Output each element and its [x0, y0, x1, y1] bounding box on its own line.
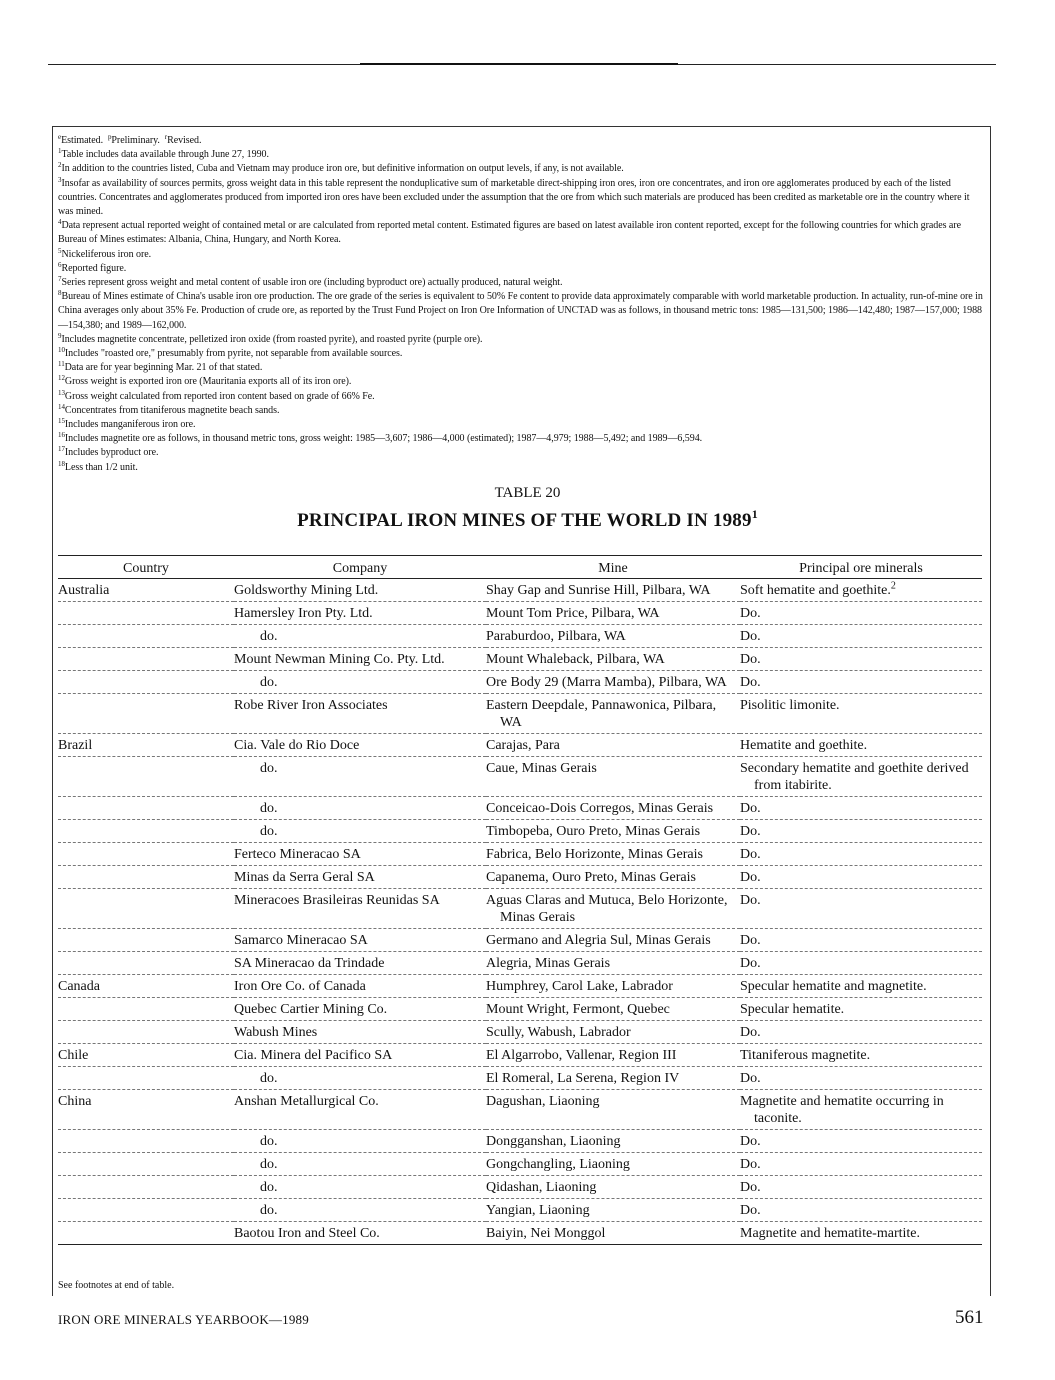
mine-cell: [486, 602, 740, 625]
minerals-cell: [740, 694, 982, 734]
minerals-cell-text: Do.: [740, 847, 761, 862]
running-head: IRON ORE MINERALS YEARBOOK—1989: [58, 1312, 309, 1327]
footnote-text: In addition to the countries listed, Cuba and Vietnam may produce iron ore, but definitive information on output levels, if any, is not available.: [61, 163, 624, 175]
table-frame-top: [52, 126, 990, 127]
footnote-text: Concentrates from titaniferous magnetite beach sands.: [64, 404, 280, 416]
minerals-cell-text: Soft hematite and goethite.: [740, 583, 891, 598]
minerals-footnote-mark: 2: [890, 580, 896, 592]
company-cell: [234, 602, 486, 625]
header-mine: Mine: [486, 556, 740, 579]
company-cell-text: do.: [260, 761, 278, 776]
minerals-cell-text: Do.: [740, 1180, 761, 1195]
company-cell-text: do.: [260, 1071, 278, 1086]
minerals-cell-text: Do.: [740, 1025, 761, 1040]
mine-cell: [486, 694, 740, 734]
minerals-cell: [740, 843, 982, 866]
table-row: [58, 1067, 982, 1090]
country-cell: [58, 952, 234, 975]
footnote-mark: 16: [58, 431, 65, 440]
country-cell: [58, 929, 234, 952]
table-row: [58, 1176, 982, 1199]
company-cell-text: Robe River Iron Associates: [234, 698, 388, 713]
minerals-cell-text: Magnetite and hematite-martite.: [740, 1226, 920, 1241]
mine-cell: [486, 1199, 740, 1222]
table-row: [58, 1021, 982, 1044]
header-minerals: Principal ore minerals: [740, 556, 982, 579]
company-cell-text: Wabush Mines: [234, 1025, 318, 1040]
mine-cell: [486, 1176, 740, 1199]
footnote-item: [58, 347, 984, 361]
minerals-cell-text: Do.: [740, 652, 761, 667]
mine-cell-text: Mount Whaleback, Pilbara, WA: [486, 652, 665, 667]
company-cell: [234, 671, 486, 694]
table-row: [58, 929, 982, 952]
company-cell: [234, 1067, 486, 1090]
mine-cell: [486, 579, 740, 602]
footnote-item: [58, 461, 984, 475]
country-cell: [58, 648, 234, 671]
mine-cell: [486, 998, 740, 1021]
mine-cell-text: Baiyin, Nei Monggol: [486, 1226, 606, 1241]
company-cell-text: Anshan Metallurgical Co.: [234, 1094, 379, 1109]
footnote-text: Nickeliferous iron ore.: [61, 248, 152, 260]
mine-cell: [486, 648, 740, 671]
footnote-text: Less than 1/2 unit.: [64, 461, 138, 473]
mine-cell-text: Capanema, Ouro Preto, Minas Gerais: [486, 870, 696, 885]
footnote-mark: 13: [58, 388, 65, 397]
company-cell-text: Quebec Cartier Mining Co.: [234, 1002, 388, 1017]
footnote-mark: 15: [58, 417, 65, 426]
country-cell-text: Australia: [58, 583, 110, 598]
company-cell: [234, 975, 486, 998]
footnote-item: [58, 333, 984, 347]
minerals-cell: [740, 952, 982, 975]
footnote-item: [58, 375, 984, 389]
mine-cell: [486, 1044, 740, 1067]
minerals-cell: [740, 1176, 982, 1199]
mine-cell: [486, 1222, 740, 1245]
mine-cell-text: Scully, Wabush, Labrador: [486, 1025, 631, 1040]
footnote-text: Data are for year beginning Mar. 21 of that stated.: [64, 362, 263, 374]
company-cell: [234, 797, 486, 820]
footnote-item: [58, 361, 984, 375]
minerals-cell: [740, 1044, 982, 1067]
minerals-cell-text: Do.: [740, 675, 761, 690]
footnote-item: [58, 219, 984, 247]
minerals-cell: [740, 579, 982, 602]
mine-cell-text: Alegria, Minas Gerais: [486, 956, 611, 971]
mine-cell: [486, 866, 740, 889]
footnote-mark: 1: [58, 147, 62, 156]
company-cell: [234, 734, 486, 757]
mine-cell-text: Ore Body 29 (Marra Mamba), Pilbara, WA: [486, 675, 727, 690]
mine-cell: [486, 952, 740, 975]
footnotes-block: [58, 134, 984, 475]
minerals-cell-text: Specular hematite and magnetite.: [740, 979, 927, 994]
mine-cell-text: Carajas, Para: [486, 738, 560, 753]
mine-cell: [486, 1021, 740, 1044]
mine-cell: [486, 889, 740, 929]
country-cell: [58, 843, 234, 866]
mine-cell-text: El Romeral, La Serena, Region IV: [486, 1071, 680, 1086]
mine-cell-text: Aguas Claras and Mutuca, Belo Horizonte, Minas Gerais: [486, 893, 728, 925]
minerals-cell: [740, 757, 982, 797]
minerals-cell: [740, 671, 982, 694]
mine-cell-text: Mount Tom Price, Pilbara, WA: [486, 606, 660, 621]
company-cell: [234, 889, 486, 929]
country-cell: [58, 866, 234, 889]
minerals-cell-text: Do.: [740, 933, 761, 948]
table-row: [58, 866, 982, 889]
company-cell: [234, 952, 486, 975]
company-cell: [234, 1199, 486, 1222]
mine-cell: [486, 625, 740, 648]
mine-cell: [486, 975, 740, 998]
footnote-mark: 9: [58, 331, 62, 340]
minerals-cell-text: Magnetite and hematite occurring in taconite.: [740, 1094, 944, 1126]
footnote-text: Includes magnetite ore as follows, in thousand metric tons, gross weight: 1985—3,607; 1986—4,000 (estimated); 1987—4,979; 1988—5,492; and 1989—6,594.: [64, 433, 703, 445]
minerals-cell: [740, 1067, 982, 1090]
country-cell: [58, 1090, 234, 1130]
minerals-cell-text: Do.: [740, 1203, 761, 1218]
mine-cell-text: Germano and Alegria Sul, Minas Gerais: [486, 933, 711, 948]
country-cell: [58, 671, 234, 694]
company-cell: [234, 820, 486, 843]
country-cell: [58, 797, 234, 820]
footnote-text: Table includes data available through June 27, 1990.: [61, 149, 269, 161]
table-row: [58, 1090, 982, 1130]
footnote-mark: 14: [58, 402, 65, 411]
minerals-cell-text: Do.: [740, 1071, 761, 1086]
table-row: [58, 797, 982, 820]
company-cell: [234, 1176, 486, 1199]
company-cell-text: do.: [260, 1157, 278, 1172]
minerals-cell-text: Do.: [740, 870, 761, 885]
footnote-text: Includes "roasted ore," presumably from pyrite, not separable from available sources.: [64, 348, 403, 360]
company-cell-text: Cia. Vale do Rio Doce: [234, 738, 360, 753]
company-cell-text: SA Mineracao da Trindade: [234, 956, 385, 971]
minerals-cell-text: Titaniferous magnetite.: [740, 1048, 871, 1063]
table-row: [58, 602, 982, 625]
footnote-text: Series represent gross weight and metal content of usable iron ore (including byproduct ore) actually produced, natural weight.: [61, 277, 563, 289]
company-cell-text: do.: [260, 801, 278, 816]
table-row: [58, 757, 982, 797]
minerals-cell: [740, 866, 982, 889]
company-cell-text: do.: [260, 629, 278, 644]
company-cell-text: Mineracoes Brasileiras Reunidas SA: [234, 893, 440, 908]
table-row: [58, 1044, 982, 1067]
table-row: [58, 648, 982, 671]
footnote-text: Includes magnetite concentrate, pelletized iron oxide (from roasted pyrite), and roasted pyrite (purple ore).: [61, 333, 483, 345]
footnote-mark: 8: [58, 289, 62, 298]
minerals-cell: [740, 602, 982, 625]
company-cell: [234, 625, 486, 648]
company-cell: [234, 1153, 486, 1176]
country-cell-text: Brazil: [58, 738, 93, 753]
minerals-cell: [740, 889, 982, 929]
table-row: [58, 625, 982, 648]
mine-cell-text: Paraburdoo, Pilbara, WA: [486, 629, 626, 644]
footnote-text: Bureau of Mines estimate of China's usable iron ore production. The ore grade of the series is equivalent to 50% Fe content to provide data approximately comparable with world marketable production. In actuality, run-of-mine ore in China averages only about 35% Fe. Production of crude ore, as reported by the Trust Fund Project on Iron Ore Information of UNCTAD was as follows, in thousand metric tons: 1985—131,500; 1986—142,480; 1987—157,000; 1988—154,380; and 1989—162,000.: [58, 291, 983, 331]
footnote-item: [58, 404, 984, 418]
company-cell-text: Mount Newman Mining Co. Pty. Ltd.: [234, 652, 445, 667]
minerals-cell-text: Do.: [740, 956, 761, 971]
minerals-cell: [740, 929, 982, 952]
minerals-cell: [740, 1222, 982, 1245]
table-frame-right: [990, 126, 991, 1296]
minerals-cell-text: Do.: [740, 801, 761, 816]
company-cell-text: Goldsworthy Mining Ltd.: [234, 583, 379, 598]
footnote-mark: 18: [58, 459, 65, 468]
mine-cell: [486, 1153, 740, 1176]
company-cell-text: Ferteco Mineracao SA: [234, 847, 361, 862]
header-country: Country: [58, 556, 234, 579]
mine-cell: [486, 671, 740, 694]
footnote-mark: 7: [58, 275, 62, 284]
country-cell: [58, 1044, 234, 1067]
minerals-cell-text: Do.: [740, 1157, 761, 1172]
company-cell: [234, 929, 486, 952]
minerals-cell: [740, 648, 982, 671]
company-cell: [234, 1222, 486, 1245]
mine-cell-text: Mount Wright, Fermont, Quebec: [486, 1002, 670, 1017]
table-row: [58, 952, 982, 975]
minerals-cell: [740, 998, 982, 1021]
minerals-cell: [740, 625, 982, 648]
page-number: 561: [955, 1307, 984, 1328]
footnote-item: [58, 432, 984, 446]
footnote-text: Includes manganiferous iron ore.: [64, 419, 196, 431]
minerals-cell: [740, 1199, 982, 1222]
country-cell: [58, 1067, 234, 1090]
minerals-cell-text: Pisolitic limonite.: [740, 698, 840, 713]
footnote-text: Includes byproduct ore.: [64, 447, 159, 459]
table-row: [58, 734, 982, 757]
table-body: [58, 579, 982, 1245]
minerals-cell: [740, 797, 982, 820]
footnote-text: Reported figure.: [61, 262, 127, 274]
country-cell: [58, 1176, 234, 1199]
company-cell-text: Iron Ore Co. of Canada: [234, 979, 366, 994]
country-cell: [58, 1222, 234, 1245]
company-cell: [234, 757, 486, 797]
company-cell: [234, 648, 486, 671]
country-cell: [58, 757, 234, 797]
company-cell: [234, 579, 486, 602]
footnote-item: [58, 418, 984, 432]
top-rule-accent: [360, 63, 678, 65]
minerals-cell-text: Do.: [740, 824, 761, 839]
footnote-item: [58, 148, 984, 162]
footnote-mark: 5: [58, 246, 62, 255]
table-row: [58, 1153, 982, 1176]
mine-cell-text: Qidashan, Liaoning: [486, 1180, 597, 1195]
company-cell-text: Hamersley Iron Pty. Ltd.: [234, 606, 373, 621]
mine-cell-text: Yangian, Liaoning: [486, 1203, 590, 1218]
company-cell: [234, 998, 486, 1021]
footnote-mark: 12: [58, 374, 65, 383]
mine-cell-text: Fabrica, Belo Horizonte, Minas Gerais: [486, 847, 703, 862]
company-cell-text: do.: [260, 1203, 278, 1218]
table-number: TABLE 20: [494, 485, 561, 501]
country-cell-text: Chile: [58, 1048, 89, 1063]
company-cell-text: Cia. Minera del Pacifico SA: [234, 1048, 393, 1063]
mines-table: [58, 555, 982, 1245]
table-header-row: [58, 556, 982, 579]
company-cell: [234, 1021, 486, 1044]
mine-cell-text: Eastern Deepdale, Pannawonica, Pilbara, WA: [486, 698, 717, 730]
table-row: [58, 1222, 982, 1245]
minerals-cell: [740, 1021, 982, 1044]
minerals-cell: [740, 1130, 982, 1153]
minerals-cell: [740, 975, 982, 998]
footnote-mark: 3: [58, 175, 62, 184]
minerals-cell: [740, 734, 982, 757]
mine-cell: [486, 757, 740, 797]
footnote-text: Insofar as availability of sources permits, gross weight data in this table represent the nonduplicative sum of marketable direct-shipping iron ores, iron ore concentrates, and iron ore agglomerates produced by each of the listed countries. Concentrates and agglomerates produced from imported iron ores have been excluded under the assumption that the ore from which such materials are produced has been credited as marketable ore in the country where it was mined.: [58, 177, 970, 218]
minerals-cell: [740, 1090, 982, 1130]
mine-cell-text: Gongchangling, Liaoning: [486, 1157, 630, 1172]
country-cell: [58, 1130, 234, 1153]
table-row: [58, 671, 982, 694]
footnote-item: [58, 177, 984, 220]
footnote-abbreviations: $^e$Estimated. $^p$Preliminary. $^r$Revised.: [58, 133, 202, 146]
mine-cell: [486, 929, 740, 952]
mine-cell: [486, 1090, 740, 1130]
mine-cell: [486, 1130, 740, 1153]
table-frame-left: [52, 126, 53, 1296]
table-row: [58, 820, 982, 843]
footnote-list: [58, 148, 984, 475]
footnote-mark: 4: [58, 218, 62, 227]
country-cell-text: China: [58, 1094, 92, 1109]
minerals-cell-text: Do.: [740, 606, 761, 621]
country-cell: [58, 1199, 234, 1222]
company-cell-text: Baotou Iron and Steel Co.: [234, 1226, 380, 1241]
table-row: [58, 694, 982, 734]
country-cell: [58, 579, 234, 602]
country-cell: [58, 1153, 234, 1176]
minerals-cell-text: Secondary hematite and goethite derived from itabirite.: [740, 761, 969, 793]
minerals-cell-text: Do.: [740, 893, 761, 908]
country-cell: [58, 975, 234, 998]
company-cell: [234, 694, 486, 734]
footnote-item: [58, 262, 984, 276]
table-row: [58, 579, 982, 602]
mine-cell: [486, 797, 740, 820]
footnote-mark: 11: [58, 360, 65, 369]
header-company: Company: [234, 556, 486, 579]
mine-cell: [486, 843, 740, 866]
minerals-cell: [740, 820, 982, 843]
company-cell: [234, 843, 486, 866]
company-cell: [234, 1044, 486, 1067]
company-cell: [234, 1130, 486, 1153]
country-cell: [58, 625, 234, 648]
footnote-mark: 2: [58, 161, 62, 170]
country-cell: [58, 1021, 234, 1044]
company-cell: [234, 1090, 486, 1130]
see-footnotes-note: See footnotes at end of table.: [58, 1280, 175, 1291]
mine-cell-text: Dagushan, Liaoning: [486, 1094, 600, 1109]
footnote-item: [58, 276, 984, 290]
country-cell: [58, 889, 234, 929]
minerals-cell-text: Hematite and goethite.: [740, 738, 868, 753]
mine-cell-text: Shay Gap and Sunrise Hill, Pilbara, WA: [486, 583, 711, 598]
company-cell-text: do.: [260, 1134, 278, 1149]
country-cell: [58, 734, 234, 757]
company-cell-text: Samarco Mineracao SA: [234, 933, 368, 948]
mine-cell-text: Humphrey, Carol Lake, Labrador: [486, 979, 673, 994]
company-cell-text: do.: [260, 1180, 278, 1195]
minerals-cell: [740, 1153, 982, 1176]
mine-cell-text: Conceicao-Dois Corregos, Minas Gerais: [486, 801, 714, 816]
mine-cell: [486, 1067, 740, 1090]
country-cell: [58, 820, 234, 843]
company-cell: [234, 866, 486, 889]
company-cell-text: Minas da Serra Geral SA: [234, 870, 375, 885]
mine-cell-text: Caue, Minas Gerais: [486, 761, 597, 776]
footnote-text: Gross weight calculated from reported iron content based on grade of 66% Fe.: [64, 390, 375, 402]
footnote-mark: 6: [58, 260, 62, 269]
footnote-item: [58, 162, 984, 176]
minerals-cell-text: Do.: [740, 629, 761, 644]
table-row: [58, 1199, 982, 1222]
table-row: [58, 998, 982, 1021]
country-cell: [58, 694, 234, 734]
footnote-text: Data represent actual reported weight of contained metal or are calculated from reported metal content. Estimated figures are based on latest available iron content reported, except for the following countries for which grades are Bureau of Mines estimates: Albania, China, Hungary, and North Korea.: [58, 220, 961, 246]
table-row: [58, 843, 982, 866]
country-cell: [58, 998, 234, 1021]
footnote-mark: 10: [58, 346, 65, 355]
footnote-mark: 17: [58, 445, 65, 454]
company-cell-text: do.: [260, 675, 278, 690]
minerals-cell-text: Do.: [740, 1134, 761, 1149]
country-cell: [58, 602, 234, 625]
minerals-cell-text: Specular hematite.: [740, 1002, 845, 1017]
mine-cell-text: Timbopeba, Ouro Preto, Minas Gerais: [486, 824, 701, 839]
table-title: PRINCIPAL IRON MINES OF THE WORLD IN 1989$^1$: [297, 507, 758, 531]
country-cell-text: Canada: [58, 979, 100, 994]
mine-cell-text: El Algarrobo, Vallenar, Region III: [486, 1048, 677, 1063]
company-cell-text: do.: [260, 824, 278, 839]
footnote-item: [58, 446, 984, 460]
footnote-text: Gross weight is exported iron ore (Mauritania exports all of its iron ore).: [64, 376, 352, 388]
footnote-item: [58, 290, 984, 333]
mine-cell: [486, 734, 740, 757]
mine-cell: [486, 820, 740, 843]
mine-cell-text: Dongganshan, Liaoning: [486, 1134, 621, 1149]
footnote-item: [58, 248, 984, 262]
table-row: [58, 889, 982, 929]
table-row: [58, 1130, 982, 1153]
table-row: [58, 975, 982, 998]
table-title-footnote-mark: 1: [751, 507, 758, 521]
footnote-item: [58, 390, 984, 404]
